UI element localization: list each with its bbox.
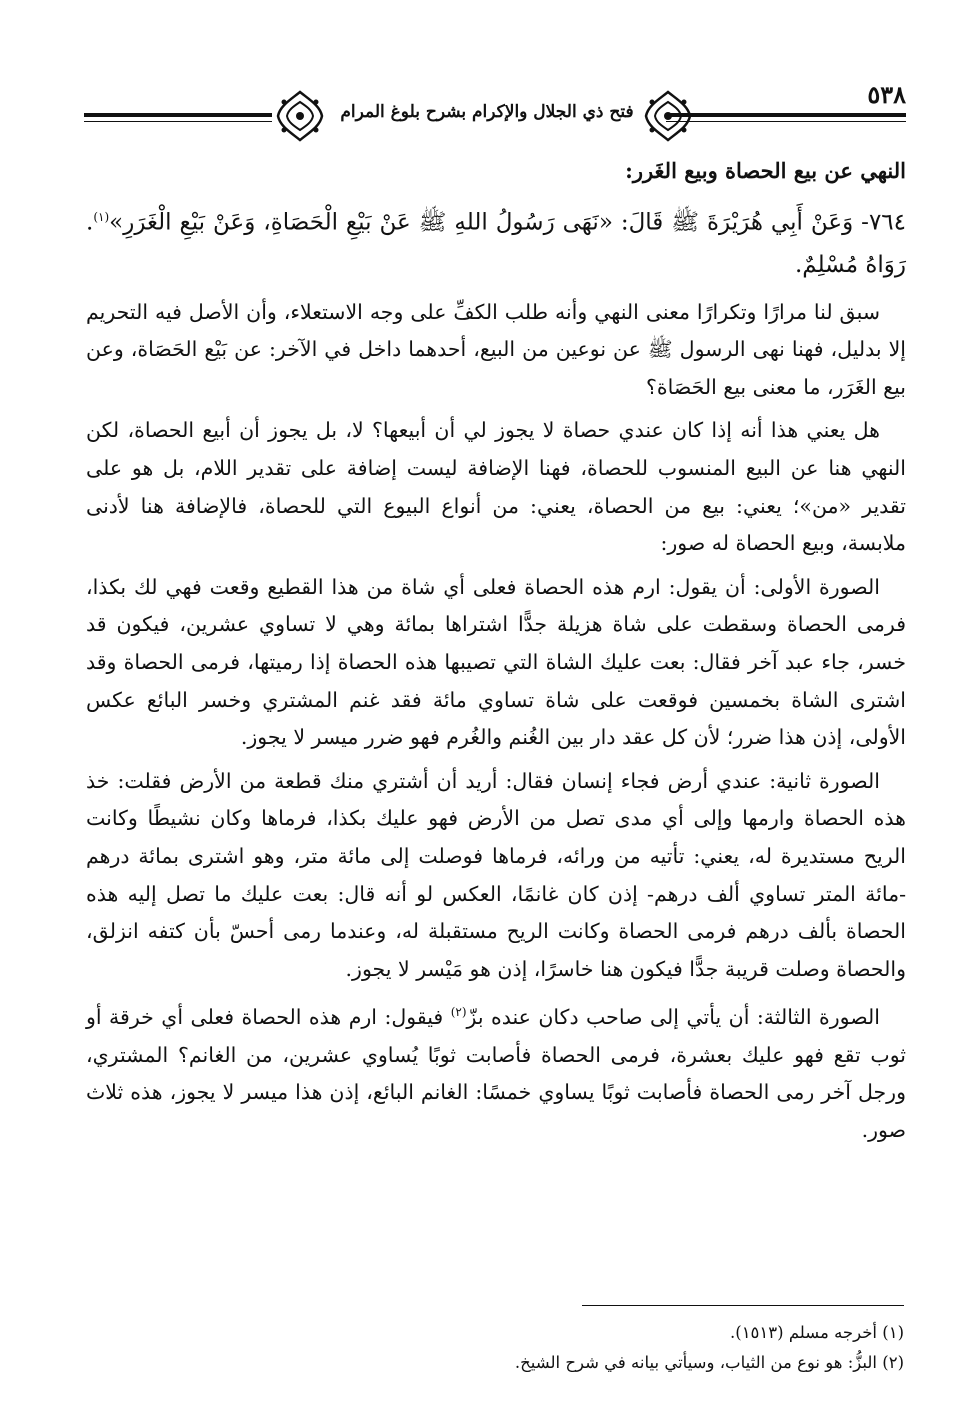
main-text [86, 148, 906, 1156]
hadith-source: . رَوَاهُ مُسْلِمٌ. [86, 209, 906, 278]
paragraph: سبق لنا مرارًا وتكرارًا معنى النهي وأنه طلب الكفِّ على وجه الاستعلاء، وأن الأصل فيه التحريم إلا بدليل، فهنا نهى الرسول ﷺ عن نوعين من البيع، أحدهما داخل في الآخر: عن بَيْع الحَصَاة، وعن بيع الغَرَر، ما معنى بيع الحَصَاة؟ [86, 299, 906, 399]
paragraph: الصورة الأولى: أن يقول: ارم هذه الحصاة فعلى أي شاة من هذا القطيع وقعت فهي لك بكذا، فرمى الحصاة وسقطت على شاة هزيلة جدًّا اشتراها بمائة وهي لا تساوي عشرين، فيكون قد خسر، جاء عبد آخر فقال: بعت عليك الشاة التي تصيبها هذه الحصاة إذا رميتها، فرمى الحصاة وقد اشترى الشاة بخمسين فوقعت على شاة تساوي مائة فقد غنم المشتري وخسر البائع عكس الأولى، إذن هذا ضرر؛ لأن كل عقد دار بين الغُنم والغُرم فهو ضرر ميسر لا يجوز. [86, 574, 906, 750]
running-header [84, 80, 906, 150]
paragraph: الصورة ثانية: عندي أرض فجاء إنسان فقال: أريد أن أشتري منك قطعة من الأرض فقلت: خذ هذه الحصاة وارمها وإلى أي مدى تصل من الأرض فهو عليك بكذا، فرماها وكان نشيطًا وكانت الريح مستديرة له، يعني: تأتيه من ورائه، فرماها فوصلت إلى مائة متر، وهو اشترى بمائة درهم -مائة المتر تساوي ألف درهم- إذن كان غانمًا، العكس لو أنه قال: بعت عليك ما تصل إليه هذه الحصاة بألف درهم فرمى الحصاة وكانت الريح مستقبلة له، وعندما رمى أحسّ بأن كتفه انزلق، والحصاة وصلت قريبة جدًّا فيكون هنا خاسرًا، إذن هو مَيْسر لا يجوز. [86, 768, 906, 981]
paragraph [86, 994, 906, 1149]
header-rule-right-thin [666, 121, 906, 122]
section-title: النهي عن بيع الحصاة وبيع الغَرر: [625, 158, 906, 183]
paragraph: هل يعني هذا أنه إذا كان عندي حصاة لا يجوز لي أن أبيعها؟ لا، بل يجوز أن أبيع الحصاة، لكن النهي هنا عن البيع المنسوب للحصاة، فهنا الإضافة ليست إضافة على تقدير اللام، بل هو على تقدير «من»؛ يعني: بيع من الحصاة، يعني: من أنواع البيوع التي للحصاة، فالإضافة هنا لأدنى ملابسة، وبيع الحصاة له صور: [86, 418, 906, 556]
ornament-left-icon [276, 90, 324, 142]
paragraph-part: فيقول: ارم هذه الحصاة فعلى أي خرقة أو ثوب تقع فهو عليك بعشرة، فرمى الحصاة فأصابت ثوبًا يُساوي عشرين، من الغانم؟ المشتري، ورجل آخر رمى الحصاة فأصابت ثوبًا يساوي خمسًا: الغانم البائع، إذن هذا ميسر لا يجوز، هذه ثلاث صور. [86, 1005, 906, 1142]
hadith-number: ٧٦٤- [861, 209, 907, 236]
footnote-divider [582, 1305, 904, 1306]
footnote: (٢) البزُّ: هو نوع من الثياب، وسيأتي بيانه في شرح الشيخ. [514, 1353, 904, 1372]
ornament-right-icon [644, 90, 692, 142]
footnote-ref-1: (١) [93, 210, 110, 224]
page-number: ٥٣٨ [867, 80, 906, 109]
footnotes [204, 1318, 904, 1378]
header-rule-right [666, 113, 906, 117]
footnote: (١) أخرجه مسلم (١٥١٣). [730, 1323, 904, 1342]
hadith-text [86, 196, 906, 286]
book-title: فتح ذي الجلال والإكرام بشرح بلوغ المرام [340, 102, 634, 122]
paragraph-part: الصورة الثالثة: أن يأتي إلى صاحب دكان عنده بزّ [466, 1005, 880, 1030]
header-rule-left-thin [84, 121, 272, 122]
footnote-ref-2: (٢) [450, 1005, 467, 1020]
hadith-body: وَعَنْ أَبِي هُرَيْرَةَ ﷺ قَالَ: «نَهَى رَسُولُ اللهِ ﷺ عَنْ بَيْعِ الْحَصَاةِ، وَعَنْ بَيْعِ الْغَرَرِ» [109, 209, 854, 236]
header-rule-left [84, 113, 272, 117]
